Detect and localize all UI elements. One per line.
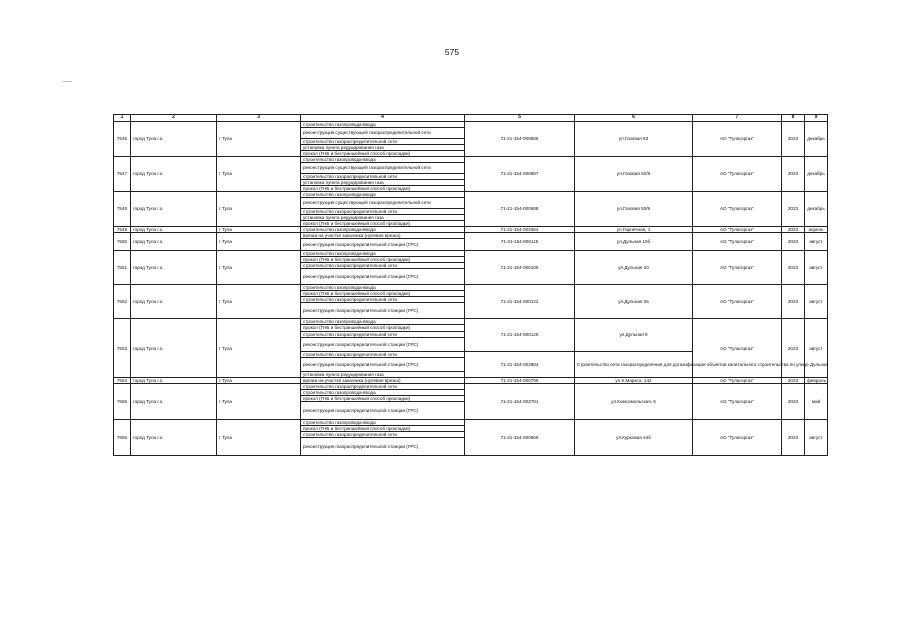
object-code: 71-21-154-000126 <box>465 319 575 351</box>
table-row <box>114 191 828 197</box>
column-header-9: 9 <box>805 115 828 122</box>
work-type: реконструкция газораспределительной станции (ГРС) <box>301 357 465 371</box>
column-header-1: 1 <box>114 115 131 122</box>
month: август <box>805 285 828 319</box>
work-type: строительство газопровода-ввода <box>301 319 465 325</box>
municipality: город Тула г.о. <box>131 285 217 319</box>
object-code: 71-21-154-000669 <box>465 419 575 455</box>
work-type: реконструкция газораспределительной станции (ГРС) <box>301 269 465 285</box>
organization: АО "Тулагоргаз" <box>693 319 782 377</box>
work-type: прокол (ГНБ и бестраншейный способ прокладки) <box>301 257 465 263</box>
municipality: город Тула г.о. <box>131 233 217 251</box>
object-address: ул.Дульная 10б <box>575 233 693 251</box>
year: 2023 <box>782 227 805 233</box>
work-type: прокол (ГНБ и бестраншейный способ прокладки) <box>301 325 465 331</box>
work-type: прокол (ГНБ и бестраншейный способ прокладки) <box>301 425 465 431</box>
record-number: 7552 <box>114 285 131 319</box>
month: август <box>805 419 828 455</box>
municipality: город Тула г.о. <box>131 383 217 419</box>
work-type: строительство газораспределительной сети <box>301 383 465 389</box>
object-address: ул.Комсомольская, 5 <box>575 383 693 419</box>
work-type: прокол (ГНБ и бестраншейный способ прокладки) <box>301 150 465 156</box>
object-address: ул.К.Маркса, 142 <box>575 377 693 383</box>
locality: г Тула <box>217 191 301 226</box>
object-code: 71-21-154-003804 <box>465 351 575 377</box>
object-code: 71-21-154-003364 <box>465 227 575 233</box>
record-number: 7556 <box>114 419 131 455</box>
column-header-7: 7 <box>693 115 782 122</box>
work-type: врезка на участке заказчика (нулевая врезка) <box>301 233 465 239</box>
work-type: установка пункта редуцирования газа <box>301 144 465 150</box>
work-type: строительство газопровода-ввода <box>301 191 465 197</box>
work-type: установка пункта редуцирования газа <box>301 371 465 377</box>
work-type: строительство газопровода-ввода <box>301 389 465 395</box>
record-number: 7555 <box>114 383 131 419</box>
column-header-2: 2 <box>131 115 217 122</box>
organization: АО "Тулагоргаз" <box>693 156 782 191</box>
locality: г Тула <box>217 285 301 319</box>
month: август <box>805 233 828 251</box>
year: 2023 <box>782 319 805 377</box>
organization: АО "Тулагоргаз" <box>693 191 782 226</box>
organization: АО "Тулагоргаз" <box>693 227 782 233</box>
object-address: ул.Дульная 20 <box>575 251 693 285</box>
object-address: ул.Газовая 93/9 <box>575 191 693 226</box>
object-address: ул.Дульная 9 <box>575 319 693 351</box>
scan-mark <box>63 81 72 82</box>
month: август <box>805 319 828 377</box>
locality: г Тула <box>217 377 301 383</box>
locality: г Тула <box>217 383 301 419</box>
object-address: Строительство сети газораспределения для догазификации объектов капитального строительства по улице Дульная <box>575 351 693 377</box>
work-type: прокол (ГНБ и бестраншейный способ прокладки) <box>301 221 465 227</box>
table-row <box>114 319 828 325</box>
work-type: строительство газораспределительной сети <box>301 297 465 303</box>
municipality: город Тула г.о. <box>131 377 217 383</box>
year: 2023 <box>782 285 805 319</box>
table-row <box>114 285 828 291</box>
record-number: 7551 <box>114 251 131 285</box>
table-row <box>114 251 828 257</box>
organization: АО "Тулагоргаз" <box>693 251 782 285</box>
organization: АО "Тулагоргаз" <box>693 419 782 455</box>
organization: АО "Тулагоргаз" <box>693 383 782 419</box>
register-table <box>113 114 828 456</box>
column-header-5: 5 <box>465 115 575 122</box>
work-type: строительство газопровода-ввода <box>301 285 465 291</box>
organization: АО "Тулагоргаз" <box>693 377 782 383</box>
record-number: 7554 <box>114 377 131 383</box>
organization: АО "Тулагоргаз" <box>693 121 782 156</box>
work-type: строительство газораспределительной сети <box>301 208 465 214</box>
locality: г Тула <box>217 156 301 191</box>
month: август <box>805 251 828 285</box>
municipality: город Тула г.о. <box>131 191 217 226</box>
table-body <box>114 121 828 456</box>
work-type: реконструкция существующей газораспределительной сети <box>301 197 465 208</box>
object-code: 71-21-154-000115 <box>465 233 575 251</box>
year: 2023 <box>782 383 805 419</box>
year: 2023 <box>782 156 805 191</box>
work-type: реконструкция существующей газораспределительной сети <box>301 127 465 138</box>
organization: АО "Тулагоргаз" <box>693 285 782 319</box>
object-address: ул.Курковая 44б <box>575 419 693 455</box>
work-type: реконструкция газораспределительной станции (ГРС) <box>301 303 465 319</box>
work-type: реконструкция газораспределительной станции (ГРС) <box>301 438 465 456</box>
object-address: ул.Газовая 83 <box>575 121 693 156</box>
municipality: город Тула г.о. <box>131 319 217 377</box>
record-number: 7548 <box>114 191 131 226</box>
municipality: город Тула г.о. <box>131 156 217 191</box>
object-code: 71-21-154-003781 <box>465 383 575 419</box>
work-type: прокол (ГНБ и бестраншейный способ прокладки) <box>301 291 465 297</box>
year: 2023 <box>782 121 805 156</box>
column-header-3: 3 <box>217 115 301 122</box>
month: апрель <box>805 227 828 233</box>
work-type: строительство газораспределительной сети <box>301 431 465 437</box>
work-type: установка пункта редуцирования газа <box>301 179 465 185</box>
record-number: 7553 <box>114 319 131 377</box>
month: декабрь <box>805 191 828 226</box>
month: декабрь <box>805 156 828 191</box>
year: 2023 <box>782 233 805 251</box>
organization: АО "Тулагоргаз" <box>693 233 782 251</box>
work-type: реконструкция существующей газораспределительной сети <box>301 162 465 173</box>
municipality: город Тула г.о. <box>131 419 217 455</box>
work-type: строительство газораспределительной сети <box>301 331 465 337</box>
locality: г Тула <box>217 319 301 377</box>
work-type: строительство газораспределительной сети <box>301 263 465 269</box>
record-number: 7547 <box>114 156 131 191</box>
column-header-6: 6 <box>575 115 693 122</box>
object-address: ул.Дульная 25 <box>575 285 693 319</box>
work-type: реконструкция газораспределительной станции (ГРС) <box>301 401 465 419</box>
object-code: 71-21-154-000106 <box>465 251 575 285</box>
work-type: строительство газопровода-ввода <box>301 227 465 233</box>
object-address: ул.Газовая 92/8 <box>575 156 693 191</box>
municipality: город Тула г.о. <box>131 227 217 233</box>
column-header-8: 8 <box>782 115 805 122</box>
work-type: прокол (ГНБ и бестраншейный способ прокладки) <box>301 185 465 191</box>
object-address: ул.Гарнечная, 1 <box>575 227 693 233</box>
year: 2023 <box>782 419 805 455</box>
column-header-4: 4 <box>301 115 465 122</box>
object-code: 71-21-154-000122 <box>465 285 575 319</box>
locality: г Тула <box>217 251 301 285</box>
work-type: строительство газопровода-ввода <box>301 419 465 425</box>
object-code: 71-21-154-000687 <box>465 156 575 191</box>
work-type: реконструкция газораспределительной станции (ГРС) <box>301 337 465 351</box>
municipality: город Тула г.о. <box>131 251 217 285</box>
municipality: город Тула г.о. <box>131 121 217 156</box>
month: май <box>805 383 828 419</box>
page-number: 575 <box>444 47 460 57</box>
work-type: строительство газопровода-ввода <box>301 156 465 162</box>
table-row <box>114 419 828 425</box>
object-code: 71-21-154-000796 <box>465 377 575 383</box>
work-type: строительство газопровода-ввода <box>301 251 465 257</box>
work-type: строительство газораспределительной сети <box>301 138 465 144</box>
work-type: реконструкция газораспределительной станции (ГРС) <box>301 239 465 251</box>
record-number: 7550 <box>114 233 131 251</box>
year: 2023 <box>782 251 805 285</box>
table-row <box>114 121 828 127</box>
locality: г Тула <box>217 419 301 455</box>
work-type: строительство газораспределительной сети <box>301 351 465 357</box>
work-type: врезка на участке заказчика (нулевая врезка) <box>301 377 465 383</box>
object-code: 71-21-154-000686 <box>465 121 575 156</box>
month: декабрь <box>805 121 828 156</box>
work-type: установка пункта редуцирования газа <box>301 214 465 220</box>
record-number: 7549 <box>114 227 131 233</box>
month: февраль <box>805 377 828 383</box>
work-type: строительство газораспределительной сети <box>301 173 465 179</box>
record-number: 7546 <box>114 121 131 156</box>
work-type: строительство газопровода-ввода <box>301 121 465 127</box>
locality: г Тула <box>217 121 301 156</box>
year: 2023 <box>782 191 805 226</box>
locality: г Тула <box>217 227 301 233</box>
table-row <box>114 383 828 389</box>
object-code: 71-21-154-000688 <box>465 191 575 226</box>
table-row <box>114 156 828 162</box>
work-type: прокол (ГНБ и бестраншейный способ прокладки) <box>301 395 465 401</box>
locality: г Тула <box>217 233 301 251</box>
year: 2023 <box>782 377 805 383</box>
table-row <box>114 233 828 239</box>
